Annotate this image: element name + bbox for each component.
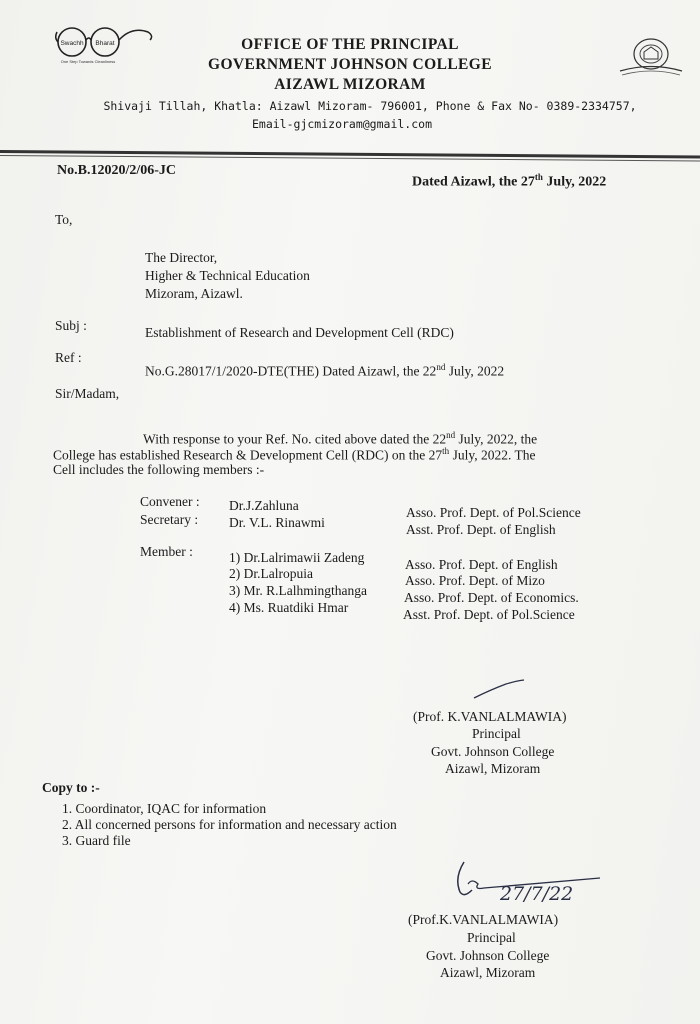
addressee-line-1: The Director, bbox=[145, 250, 218, 265]
signature1-name: (Prof. K.VANLALMAWIA) bbox=[413, 709, 567, 724]
signature2-college: Govt. Johnson College bbox=[426, 948, 550, 963]
copy-item-1: 1. Coordinator, IQAC for information bbox=[62, 801, 267, 816]
header-title-place: AIZAWL MIZORAM bbox=[274, 76, 426, 93]
handwritten-date: 27/7/22 bbox=[500, 883, 574, 905]
body-line-1: With response to your Ref. No. cited above dated the 22nd July, 2022, the bbox=[143, 430, 538, 447]
member-desig-2: Asso. Prof. Dept. of Mizo bbox=[405, 573, 545, 588]
logo-tagline: One Step Towards Cleanliness bbox=[60, 59, 116, 64]
member-name-convener: Dr.J.Zahluna bbox=[229, 498, 299, 513]
member-name-secretary: Dr. V.L. Rinawmi bbox=[229, 515, 325, 530]
letter-date: Dated Aizawl, the 27th July, 2022 bbox=[412, 172, 607, 190]
member-desig-secretary: Asst. Prof. Dept. of English bbox=[406, 522, 556, 537]
header-email: Email-gjcmizoram@gmail.com bbox=[251, 117, 432, 131]
member-role-member: Member : bbox=[140, 544, 193, 559]
to-label: To, bbox=[55, 212, 73, 227]
subject-label: Subj : bbox=[55, 318, 87, 333]
member-name-2: 2) Dr.Lalropuia bbox=[229, 566, 313, 581]
logo-text-bharat: Bharat bbox=[95, 40, 115, 47]
ref-number: No.B.12020/2/06-JC bbox=[57, 163, 176, 178]
copy-item-2: 2. All concerned persons for information and necessary action bbox=[62, 817, 397, 832]
reference-label: Ref : bbox=[55, 350, 82, 365]
signature2-name: (Prof.K.VANLALMAWIA) bbox=[408, 912, 559, 927]
signature1-college: Govt. Johnson College bbox=[431, 744, 555, 759]
reference-text: No.G.28017/1/2020-DTE(THE) Dated Aizawl, the 22nd July, 2022 bbox=[145, 362, 505, 379]
member-desig-convener: Asso. Prof. Dept. of Pol.Science bbox=[406, 505, 581, 520]
member-desig-1: Asso. Prof. Dept. of English bbox=[405, 557, 558, 572]
logo-text-swachh: Swachh bbox=[60, 40, 84, 47]
member-role-secretary: Secretary : bbox=[140, 512, 199, 527]
member-name-1: 1) Dr.Lalrimawii Zadeng bbox=[229, 550, 365, 565]
signature1-place: Aizawl, Mizoram bbox=[445, 761, 541, 776]
signature2-title: Principal bbox=[467, 930, 516, 945]
header-title-office: OFFICE OF THE PRINCIPAL bbox=[241, 36, 459, 53]
member-desig-4: Asst. Prof. Dept. of Pol.Science bbox=[403, 607, 575, 622]
member-desig-3: Asso. Prof. Dept. of Economics. bbox=[404, 590, 579, 605]
signature1-title: Principal bbox=[472, 726, 521, 741]
salutation: Sir/Madam, bbox=[55, 386, 120, 401]
addressee-line-3: Mizoram, Aizawl. bbox=[145, 286, 243, 301]
member-name-4: 4) Ms. Ruatdiki Hmar bbox=[229, 600, 349, 615]
addressee-line-2: Higher & Technical Education bbox=[145, 268, 310, 283]
subject-text: Establishment of Research and Development Cell (RDC) bbox=[145, 325, 454, 340]
signature2-place: Aizawl, Mizoram bbox=[440, 965, 536, 980]
handwritten-signature bbox=[450, 856, 610, 912]
body-line-2: College has established Research & Development Cell (RDC) on the 27th July, 2022. The bbox=[53, 446, 536, 463]
member-name-3: 3) Mr. R.Lalhmingthanga bbox=[229, 583, 367, 598]
signature-stroke-1 bbox=[470, 678, 530, 702]
copy-to-label: Copy to :- bbox=[42, 780, 100, 795]
body-line-3: Cell includes the following members :- bbox=[53, 462, 265, 477]
header-title-college: GOVERNMENT JOHNSON COLLEGE bbox=[208, 56, 492, 73]
header-address: Shivaji Tillah, Khatla: Aizawl Mizoram- 796001, Phone & Fax No- 0389-2334757, bbox=[103, 99, 637, 113]
copy-item-3: 3. Guard file bbox=[62, 833, 131, 848]
member-role-convener: Convener : bbox=[140, 494, 200, 509]
